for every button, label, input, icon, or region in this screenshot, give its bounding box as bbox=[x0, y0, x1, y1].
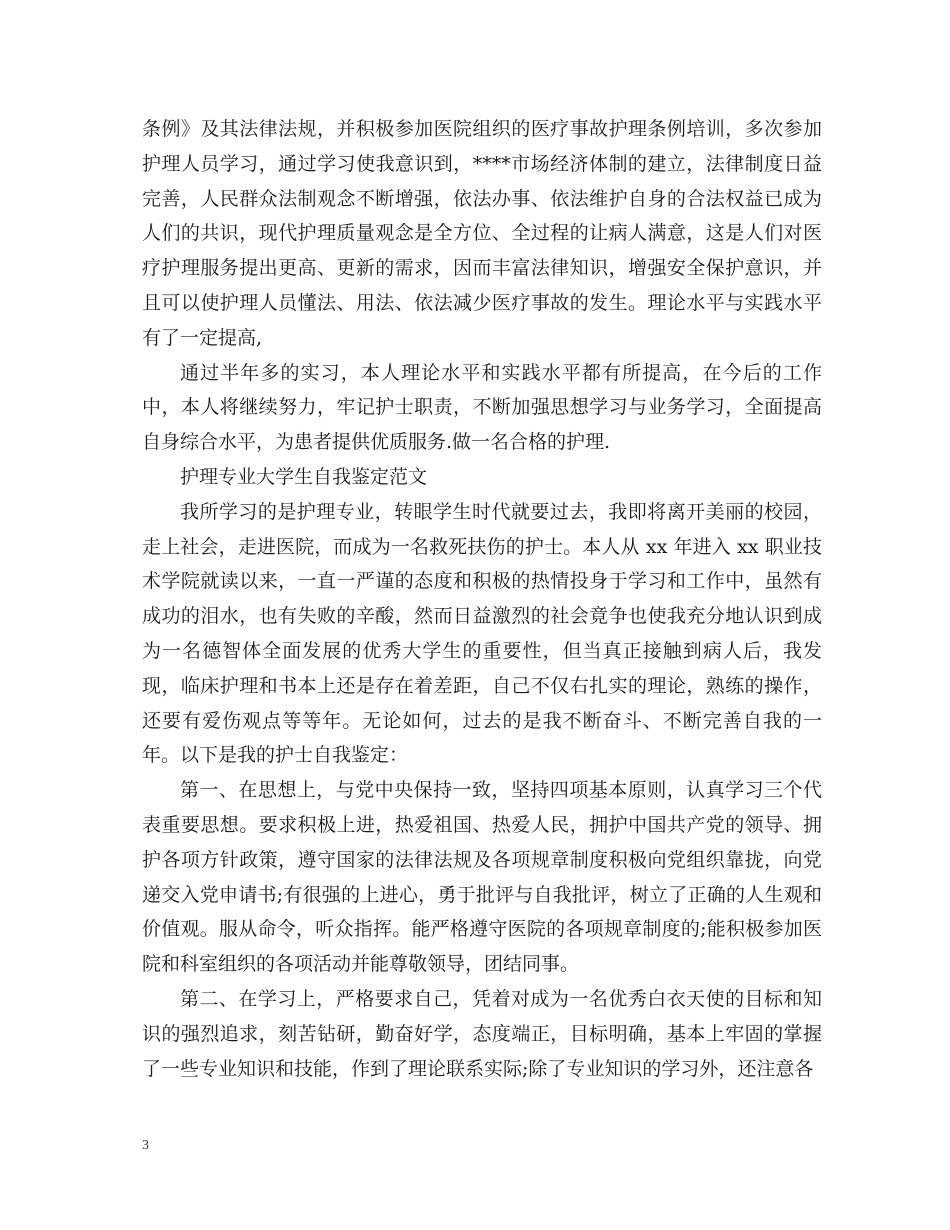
paragraph-point-two: 第二、在学习上，严格要求自己，凭着对成为一名优秀白衣天使的目标和知识的强烈追求，刻苦钻研，勤奋好学，态度端正，目标明确，基本上牢固的掌握了一些专业知识和技能，作到了理论联系实际;除了专业知识的学习外，还注意各 bbox=[142, 987, 822, 1080]
paragraph-point-one: 第一、在思想上，与党中央保持一致，坚持四项基本原则，认真学习三个代表重要思想。要求积极上进，热爱祖国、热爱人民，拥护中国共产党的领导、拥护各项方针政策，遵守国家的法律法规及各项规章制度积极向党组织靠拢，向党递交入党申请书;有很强的上进心，勇于批评与自我批评，树立了正确的人生观和价值观。服从命令，听众指挥。能严格遵守医院的各项规章制度的;能积极参加医院和科室组织的各项活动并能尊敬领导，团结同事。 bbox=[142, 779, 822, 976]
paragraph-continuation: 条例》及其法律法规，并积极参加医院组织的医疗事故护理条例培训，多次参加护理人员学习，通过学习使我意识到，****市场经济体制的建立，法律制度日益完善，人民群众法制观念不断增强，依法办事、依法维护自身的合法权益已成为人们的共识，现代护理质量观念是全方位、全过程的让病人满意，这是人们对医疗护理服务提出更高、更新的需求，因而丰富法律知识，增强安全保护意识，并且可以使护理人员懂法、用法、依法减少医疗事故的发生。理论水平与实践水平有了一定提高, bbox=[142, 118, 822, 349]
section-title: 护理专业大学生自我鉴定范文 bbox=[180, 465, 428, 488]
page-number: 3 bbox=[142, 1138, 149, 1153]
paragraph-intro: 我所学习的是护理专业，转眼学生时代就要过去，我即将离开美丽的校园，走上社会，走进医院，而成为一名救死扶伤的护士。本人从 xx 年进入 xx 职业技术学院就读以来，一直一严谨的态度和积极的热情投身于学习和工作中，虽然有成功的泪水，也有失败的辛酸，然而日益激烈的社会竟争也使我充分地认识到成为一名德智体全面发展的优秀大学生的重要性，但当真正接触到病人后，我发现，临床护理和书本上还是存在着差距，自己不仅右扎实的理论，熟练的操作，还要有爱伤观点等等年。无论如何，过去的是我不断奋斗、不断完善自我的一年。以下是我的护士自我鉴定： bbox=[142, 500, 822, 767]
paragraph-summary: 通过半年多的实习，本人理论水平和实践水平都有所提高，在今后的工作中，本人将继续努力，牢记护士职责，不断加强思想学习与业务学习，全面提高自身综合水平，为患者提供优质服务.做一名合格的护理. bbox=[142, 361, 822, 454]
document-body bbox=[142, 112, 822, 1086]
